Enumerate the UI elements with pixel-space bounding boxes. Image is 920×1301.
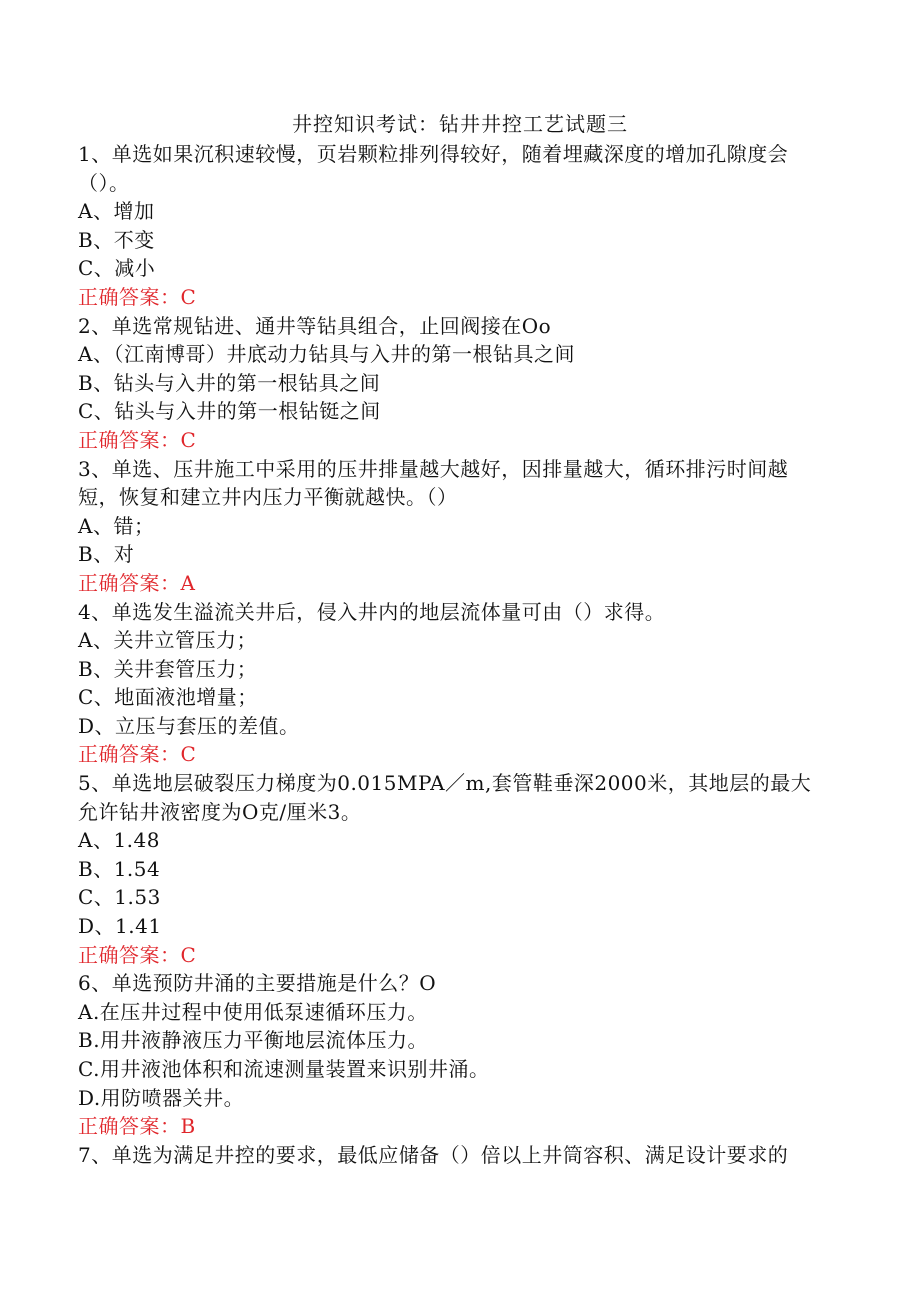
correct-answer: 正确答案：B	[78, 1114, 196, 1139]
option: B.用井液静液压力平衡地层流体压力。	[78, 1028, 429, 1053]
correct-answer: 正确答案：C	[78, 942, 197, 967]
question-stem: 1、单选如果沉积速较慢，页岩颗粒排列得较好，随着埋藏深度的增加孔隙度会	[78, 142, 789, 166]
option: A、增加	[78, 199, 155, 224]
question-3	[78, 455, 838, 598]
correct-answer: 正确答案：C	[78, 742, 197, 767]
question-stem: 7、单选为满足井控的要求，最低应储备（）倍以上井筒容积、满足设计要求的	[78, 1142, 789, 1167]
question-7	[78, 1141, 838, 1170]
question-6	[78, 969, 838, 1141]
option: A.在压井过程中使用低泵速循环压力。	[78, 999, 428, 1024]
correct-answer: 正确答案：A	[78, 570, 196, 595]
question-stem: 5、单选地层破裂压力梯度为0.015MPA／m,套管鞋垂深2000米，其地层的最大	[78, 771, 812, 796]
correct-answer: 正确答案：C	[78, 427, 197, 452]
option: B、钻头与入井的第一根钻具之间	[78, 370, 381, 395]
question-stem: 短，恢复和建立井内压力平衡就越快。（）	[78, 485, 458, 510]
option: A、（江南博哥）井底动力钻具与入井的第一根钻具之间	[78, 342, 575, 367]
question-5	[78, 769, 838, 969]
option: C、1.53	[78, 885, 161, 910]
option: A、关井立管压力；	[78, 628, 257, 653]
question-stem: （）。	[78, 170, 130, 195]
option: A、错；	[78, 513, 155, 538]
question-list	[78, 140, 838, 1169]
question-stem: 3、单选、压井施工中采用的压井排量越大越好，因排量越大，循环排污时间越	[78, 456, 789, 481]
option: D、1.41	[78, 914, 162, 939]
option: B、对	[78, 542, 135, 567]
option: D、立压与套压的差值。	[78, 713, 300, 738]
question-stem: 2、单选常规钻进、通井等钻具组合，止回阀接在Oo	[78, 313, 552, 338]
option: C、减小	[78, 256, 156, 281]
question-stem: 6、单选预防井涌的主要措施是什么？O	[78, 971, 437, 996]
option: B、1.54	[78, 856, 161, 881]
option: B、不变	[78, 227, 155, 252]
correct-answer: 正确答案：C	[78, 284, 197, 309]
option: B、关井套管压力；	[78, 656, 258, 681]
option: C、地面液池增量；	[78, 685, 258, 710]
question-4	[78, 598, 838, 770]
option: C.用井液池体积和流速测量装置来识别井涌。	[78, 1057, 490, 1081]
option: A、1.48	[78, 828, 160, 853]
question-stem: 允许钻井液密度为O克/厘米3。	[78, 799, 362, 824]
option: C、钻头与入井的第一根钻铤之间	[78, 399, 381, 424]
question-1	[78, 140, 838, 312]
question-stem: 4、单选发生溢流关井后，侵入井内的地层流体量可由（）求得。	[78, 599, 666, 624]
question-2	[78, 312, 838, 455]
page-title: 井控知识考试：钻井井控工艺试题三	[292, 112, 628, 136]
option: D.用防喷器关井。	[78, 1085, 245, 1110]
